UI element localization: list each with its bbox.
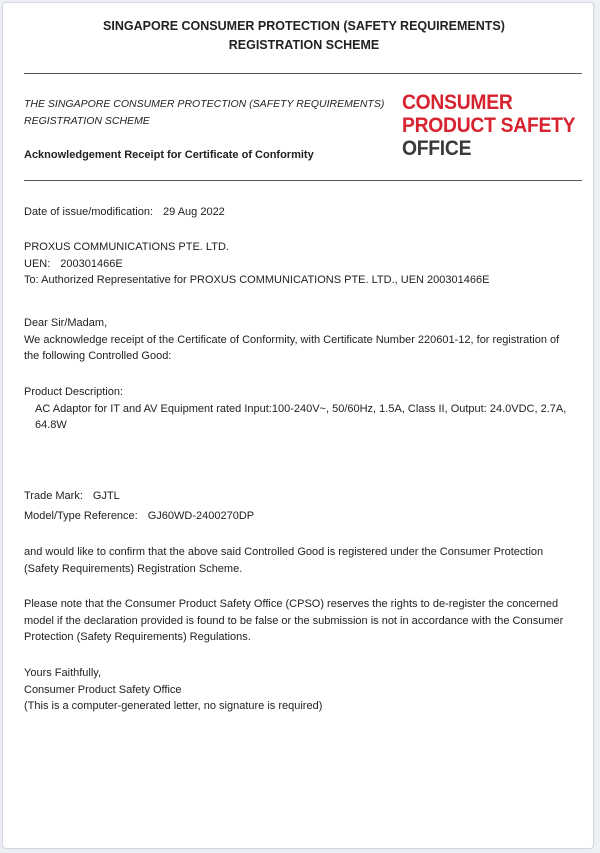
product-description [24,384,584,434]
intro-paragraph [24,315,584,365]
top-divider [24,73,582,74]
intro-line2: the following Controlled Good: [24,350,172,362]
trade-mark-label: Trade Mark: [24,490,83,502]
closing: Yours Faithfully, [24,667,102,679]
header-divider [24,180,582,181]
note-line2: model if the declaration provided is found to be false or the submission is not in accordance with the Consumer [24,614,564,627]
issue-date-label: Date of issue/modification: [24,206,154,218]
model-value: GJ60WD-2400270DP [147,510,255,522]
confirmation-paragraph [24,544,584,577]
note-line3: Protection (Safety Requirements) Regulations. [24,631,251,643]
receipt-title: Acknowledgement Receipt for Certificate of Conformity [24,149,314,161]
product-line2: 64.8W [35,419,67,431]
scheme-title-line1: SINGAPORE CONSUMER PROTECTION (SAFETY REQUIREMENTS) [103,19,505,33]
footnote: (This is a computer-generated letter, no signature is required) [24,700,323,712]
scheme-subtitle [24,96,394,130]
confirm-line2: (Safety Requirements) Registration Scheme. [24,562,243,575]
salutation: Dear Sir/Madam, [24,317,108,329]
issue-date [24,204,584,221]
logo-line3: OFFICE [402,137,472,160]
uen-line [24,256,584,273]
cpso-logo [402,91,577,160]
intro-line1: We acknowledge receipt of the Certificate of Conformity, with Certificate Number 220601-12, for registration of [24,333,560,346]
scheme-title-line2: REGISTRATION SCHEME [228,38,380,52]
logo-line1: CONSUMER [402,91,513,114]
issue-date-value: 29 Aug 2022 [163,206,225,218]
model-reference [24,508,584,525]
to-line: To: Authorized Representative for PROXUS COMMUNICATIONS PTE. LTD., UEN 200301466E [24,274,490,286]
scheme-title [24,17,584,55]
product-label: Product Description: [24,386,124,398]
trade-mark-value: GJTL [92,490,120,502]
product-line1: AC Adaptor for IT and AV Equipment rated Input:100-240V~, 50/60Hz, 1.5A, Class II, Output: 24.0VDC, 2.7A, [35,402,567,415]
scheme-subtitle-line2: REGISTRATION SCHEME [24,115,150,127]
addressee-block [24,239,584,289]
signatory: Consumer Product Safety Office [24,683,182,696]
note-paragraph [24,596,584,646]
note-line1: Please note that the Consumer Product Safety Office (CPSO) reserves the rights to de-register the concerned [24,598,559,610]
logo-line2: PRODUCT SAFETY [402,114,576,137]
document-page [2,2,594,849]
uen-value: 200301466E [60,257,123,270]
confirm-line1: and would like to confirm that the above said Controlled Good is registered under the Consumer Protection [24,546,544,558]
model-label: Model/Type Reference: [24,510,138,522]
company-name: PROXUS COMMUNICATIONS PTE. LTD. [24,241,229,253]
closing-block [24,665,584,715]
scheme-subtitle-line1: THE SINGAPORE CONSUMER PROTECTION (SAFETY REQUIREMENTS) [24,98,385,110]
trade-mark [24,488,584,505]
uen-label: UEN: [24,257,51,270]
